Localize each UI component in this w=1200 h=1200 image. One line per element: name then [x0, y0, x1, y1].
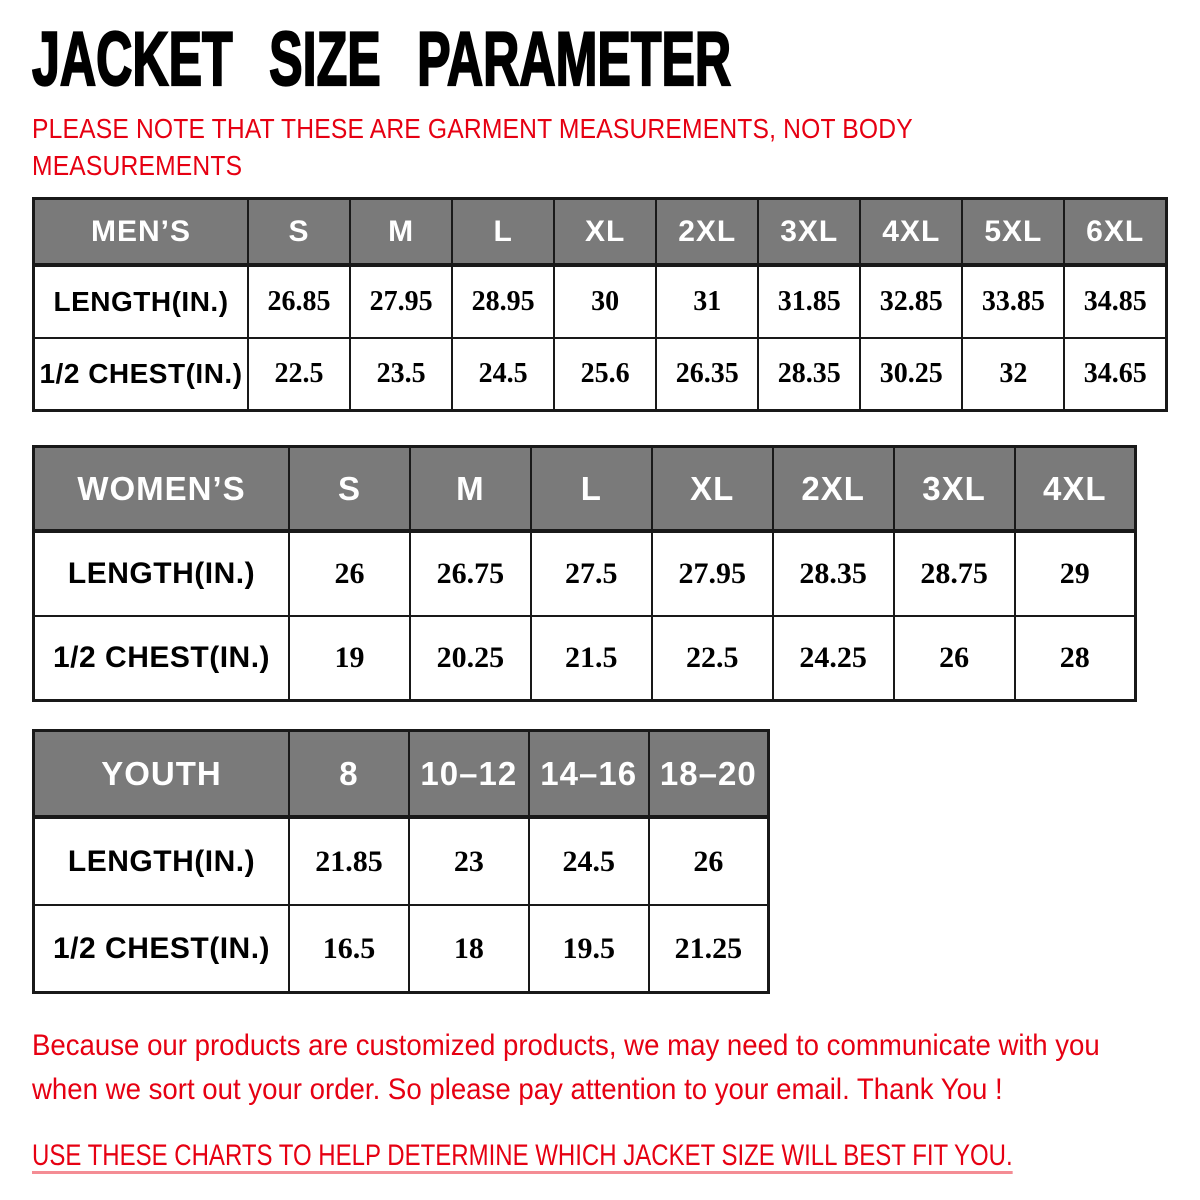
- youth-size-header-10-12: 10–12: [409, 731, 529, 818]
- garment-measurement-note-line-2: MEASUREMENTS: [32, 150, 243, 181]
- measurement-value-cell: 26.35: [656, 338, 758, 411]
- youth-table-title: YOUTH: [34, 731, 290, 818]
- measurement-value-cell: 27.95: [652, 531, 773, 616]
- womens-row-1-2-chest-in: [34, 616, 1136, 701]
- mens-size-header-l: L: [452, 199, 554, 266]
- measurement-value-cell: 16.5: [289, 905, 409, 993]
- youth-row-1-2-chest-in: [34, 905, 769, 993]
- mens-size-table: [32, 197, 1168, 412]
- mens-header-row: [34, 199, 1167, 266]
- measurement-value-cell: 23.5: [350, 338, 452, 411]
- mens-size-header-4xl: 4XL: [860, 199, 962, 266]
- womens-header-row: [34, 447, 1136, 532]
- mens-size-header-2xl: 2XL: [656, 199, 758, 266]
- measurement-value-cell: 28.35: [758, 338, 860, 411]
- measurement-value-cell: 22.5: [248, 338, 350, 411]
- measurement-row-label: 1/2 CHEST(IN.): [34, 338, 249, 411]
- womens-table-title: WOMEN’S: [34, 447, 290, 532]
- page-title: JACKET SIZE PARAMETER: [32, 17, 732, 102]
- womens-size-header-2xl: 2XL: [773, 447, 894, 532]
- measurement-value-cell: 21.25: [649, 905, 769, 993]
- mens-size-header-xl: XL: [554, 199, 656, 266]
- measurement-row-label: 1/2 CHEST(IN.): [34, 905, 290, 993]
- garment-measurement-note: [32, 110, 1168, 184]
- mens-size-header-m: M: [350, 199, 452, 266]
- youth-size-table: [32, 729, 770, 994]
- measurement-value-cell: 26.75: [410, 531, 531, 616]
- measurement-value-cell: 27.95: [350, 265, 452, 338]
- customization-communication-note-line-1: Because our products are customized products, we may need to communicate with you: [32, 1029, 1100, 1062]
- youth-size-header-18-20: 18–20: [649, 731, 769, 818]
- measurement-value-cell: 21.5: [531, 616, 652, 701]
- measurement-value-cell: 30: [554, 265, 656, 338]
- measurement-value-cell: 32: [962, 338, 1064, 411]
- garment-measurement-note-line-1: PLEASE NOTE THAT THESE ARE GARMENT MEASUREMENTS, NOT BODY: [32, 113, 913, 144]
- measurement-value-cell: 32.85: [860, 265, 962, 338]
- youth-header-row: [34, 731, 769, 818]
- measurement-row-label: LENGTH(IN.): [34, 817, 290, 905]
- measurement-value-cell: 18: [409, 905, 529, 993]
- measurement-value-cell: 24.5: [529, 817, 649, 905]
- womens-size-header-m: M: [410, 447, 531, 532]
- measurement-value-cell: 30.25: [860, 338, 962, 411]
- womens-size-header-3xl: 3XL: [894, 447, 1015, 532]
- measurement-value-cell: 31.85: [758, 265, 860, 338]
- measurement-value-cell: 22.5: [652, 616, 773, 701]
- youth-size-header-14-16: 14–16: [529, 731, 649, 818]
- womens-size-header-xl: XL: [652, 447, 773, 532]
- measurement-value-cell: 29: [1015, 531, 1136, 616]
- measurement-value-cell: 28.75: [894, 531, 1015, 616]
- customization-communication-note: [32, 1024, 1168, 1112]
- mens-size-header-3xl: 3XL: [758, 199, 860, 266]
- womens-size-header-l: L: [531, 447, 652, 532]
- measurement-value-cell: 31: [656, 265, 758, 338]
- measurement-value-cell: 19.5: [529, 905, 649, 993]
- measurement-row-label: LENGTH(IN.): [34, 265, 249, 338]
- womens-size-table: [32, 445, 1137, 702]
- measurement-value-cell: 34.65: [1064, 338, 1166, 411]
- measurement-value-cell: 24.5: [452, 338, 554, 411]
- youth-row-length-in: [34, 817, 769, 905]
- measurement-value-cell: 28.95: [452, 265, 554, 338]
- mens-size-header-s: S: [248, 199, 350, 266]
- measurement-value-cell: 27.5: [531, 531, 652, 616]
- measurement-value-cell: 28: [1015, 616, 1136, 701]
- mens-size-header-5xl: 5XL: [962, 199, 1064, 266]
- measurement-row-label: 1/2 CHEST(IN.): [34, 616, 290, 701]
- womens-row-length-in: [34, 531, 1136, 616]
- womens-size-header-4xl: 4XL: [1015, 447, 1136, 532]
- youth-size-header-8: 8: [289, 731, 409, 818]
- measurement-row-label: LENGTH(IN.): [34, 531, 290, 616]
- measurement-value-cell: 26.85: [248, 265, 350, 338]
- measurement-value-cell: 24.25: [773, 616, 894, 701]
- measurement-value-cell: 26: [894, 616, 1015, 701]
- mens-table-title: MEN’S: [34, 199, 249, 266]
- measurement-value-cell: 26: [289, 531, 410, 616]
- customization-communication-note-line-2: when we sort out your order. So please pay attention to your email. Thank You !: [32, 1073, 1003, 1106]
- measurement-value-cell: 20.25: [410, 616, 531, 701]
- measurement-value-cell: 33.85: [962, 265, 1064, 338]
- chart-usage-note: USE THESE CHARTS TO HELP DETERMINE WHICH JACKET SIZE WILL BEST FIT YOU.: [32, 1139, 1013, 1172]
- mens-row-length-in: [34, 265, 1167, 338]
- womens-size-header-s: S: [289, 447, 410, 532]
- measurement-value-cell: 23: [409, 817, 529, 905]
- measurement-value-cell: 34.85: [1064, 265, 1166, 338]
- measurement-value-cell: 28.35: [773, 531, 894, 616]
- mens-size-header-6xl: 6XL: [1064, 199, 1166, 266]
- mens-row-1-2-chest-in: [34, 338, 1167, 411]
- measurement-value-cell: 26: [649, 817, 769, 905]
- measurement-value-cell: 19: [289, 616, 410, 701]
- measurement-value-cell: 21.85: [289, 817, 409, 905]
- measurement-value-cell: 25.6: [554, 338, 656, 411]
